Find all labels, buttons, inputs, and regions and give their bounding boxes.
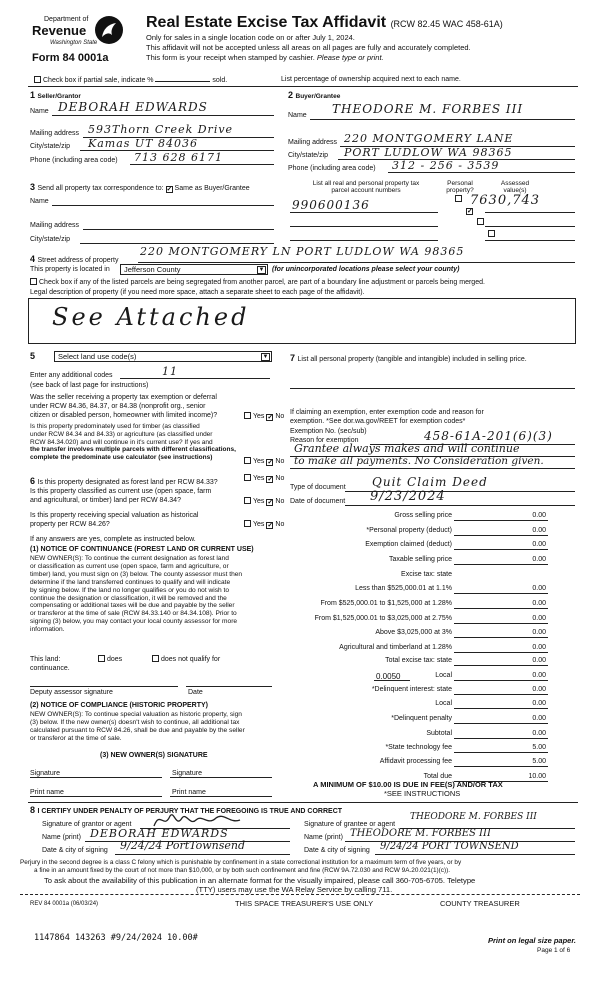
county-note: (for unincorporated locations please select your county) — [272, 266, 460, 273]
grantee-name-label: Name (print) — [304, 834, 343, 841]
q2-yes-checkbox[interactable] — [244, 457, 251, 464]
grantor-date-label: Date & city of signing — [42, 847, 108, 854]
seller-city-label: City/state/zip — [30, 143, 71, 150]
see-back: (see back of last page for instructions) — [30, 382, 149, 389]
corr-city-label: City/state/zip — [30, 236, 71, 243]
grantor-sig-label: Signature of grantor or agent — [42, 821, 132, 828]
q2-no-checkbox[interactable]: ✓ — [267, 459, 274, 466]
notice-2-heading: (2) NOTICE OF COMPLIANCE (HISTORIC PROPERTY) — [30, 702, 208, 709]
segregated-checkbox[interactable] — [30, 278, 37, 285]
exemption-number[interactable]: 458-61A-201(6)(3) — [424, 429, 553, 443]
grantee-print-name[interactable]: THEODORE M. FORBES III — [350, 828, 491, 839]
minimum-note: A MINIMUM OF $10.00 IS DUE IN FEE(S) AND/OR TAX — [313, 780, 503, 789]
calc-value: 0.00 — [532, 541, 546, 548]
calc-label: Subtotal — [426, 730, 452, 737]
grantee-date-city[interactable]: 9/24/24 PORT TOWNSEND — [380, 841, 519, 852]
historic-no-checkbox[interactable]: ✓ — [267, 522, 274, 529]
calc-label: Local — [435, 700, 452, 707]
personal-property-checkbox-3[interactable] — [477, 218, 484, 225]
calc-label: Taxable selling price — [388, 556, 452, 563]
grantee-date-label: Date & city of signing — [304, 847, 370, 854]
logo-state: Washington State — [50, 40, 98, 46]
alt-format-1: To ask about the availability of this publication in an alternate format for the visually impaired, please call 360-705-6705. Teletype — [44, 876, 476, 885]
exemption-no-label: Exemption No. (sec/sub) — [290, 428, 367, 435]
logo-revenue: Revenue — [32, 23, 87, 38]
seller-name[interactable]: DEBORAH EDWARDS — [58, 100, 208, 114]
forest-no-checkbox[interactable]: ✓ — [267, 476, 274, 483]
calc-value: 5.00 — [532, 744, 546, 751]
buyer-name-label: Name — [288, 112, 307, 119]
sig-label-2: Signature — [172, 770, 202, 777]
does-not-checkbox[interactable] — [152, 655, 159, 662]
corr-name-label: Name — [30, 198, 49, 205]
logo — [28, 12, 128, 70]
calc-value: 0.00 — [532, 657, 546, 664]
s6-q1: 6 Is this property designated as forest land per RCW 84.33? — [30, 476, 218, 486]
county-treasurer: COUNTY TREASURER — [440, 899, 520, 908]
logo-dept: Department of — [44, 16, 89, 23]
section-3: 3 Send all property tax correspondence to: ✓ Same as Buyer/Grantee — [30, 182, 250, 193]
personal-property-checkbox-2[interactable]: ✓ — [466, 208, 473, 215]
buyer-phone[interactable]: 312 - 256 - 3539 — [392, 159, 500, 172]
section-7: 7 List all personal property (tangible and intangible) included in selling price. — [290, 353, 527, 363]
located-label: This property is located in — [30, 266, 110, 273]
treasurer-use: THIS SPACE TREASURER'S USE ONLY — [235, 899, 374, 908]
doesnot-option: does not qualify for — [152, 655, 220, 664]
print-label-2: Print name — [172, 789, 206, 796]
s5-q1: Was the seller receiving a property tax exemption or deferral under RCW 84.36, 84.37, or 84.38 (nonprofit org., senior citizen or disabled person, homeowner with limited income)? — [30, 394, 218, 419]
adjust-line: Check box if any of the listed parcels are being segregated from another parcel, are part of a boundary line adjustment or parcels being merged. — [30, 278, 485, 287]
calc-value: 0.00 — [532, 615, 546, 622]
deputy-sig-label: Deputy assessor signature — [30, 689, 113, 696]
calc-value: 0.00 — [532, 527, 546, 534]
perjury-2: a fine in an amount fixed by the court of not more than $10,000, or by both such confinement and fine (RCW 9A.72.030 and RCW 9A.20.021(1)(c)). — [34, 867, 450, 874]
section-5-number: 5 — [30, 351, 36, 361]
header-note-2: This affidavit will not be accepted unless all areas on all pages are fully and accurately completed. — [146, 43, 471, 52]
legal-size-note: Print on legal size paper. — [488, 936, 576, 945]
same-as-buyer-checkbox[interactable]: ✓ — [166, 186, 173, 193]
document-type[interactable]: Quit Claim Deed — [372, 475, 488, 489]
exemption-reason-1[interactable]: Grantee always makes and will continue — [294, 442, 520, 455]
calc-label: From $525,000.01 to $1,525,000 at 1.28% — [320, 600, 452, 607]
seller-city-state-zip[interactable]: Kamas UT 84036 — [88, 137, 199, 150]
addl-codes-label: Enter any additional codes — [30, 372, 113, 379]
if-any-note: If any answers are yes, complete as instructed below. — [30, 536, 196, 543]
calc-label: *Personal property (deduct) — [366, 527, 452, 534]
calc-value: 0.00 — [532, 715, 546, 722]
grantee-signature[interactable]: THEODORE M. FORBES III — [410, 812, 537, 822]
notice-3-heading: (3) NEW OWNER(S) SIGNATURE — [100, 752, 208, 759]
section-1-heading: 1 Seller/Grantor — [30, 90, 81, 100]
seller-phone[interactable]: 713 628 6171 — [134, 151, 223, 164]
form-number: Form 84 0001a — [32, 52, 109, 64]
notice-2-body: NEW OWNER(S): To continue special valuation as historic property, sign (3) below. If the new owner(s) doesn't wish to continue, all additional tax calculated pursuant to RCW 84.26, shall be due and payable by the seller or transferor at the time of sale. — [30, 711, 245, 742]
section-2-heading: 2 Buyer/Grantee — [288, 90, 341, 100]
historic-yes-checkbox[interactable] — [244, 520, 251, 527]
sig-label-1: Signature — [30, 770, 60, 777]
personal-header: Personal property? — [446, 180, 474, 195]
form-title: Real Estate Excise Tax Affidavit (RCW 82.45 WAC 458-61A) — [146, 14, 503, 31]
assessed-value[interactable]: 7630,743 — [470, 193, 541, 208]
continuance-label: continuance. — [30, 665, 70, 672]
doc-type-label: Type of document — [290, 484, 346, 491]
grantor-print-name[interactable]: DEBORAH EDWARDS — [90, 827, 229, 840]
street-address[interactable]: 220 MONTGOMERY LN PORT LUDLOW WA 98365 — [140, 245, 465, 258]
page-number: Page 1 of 6 — [537, 947, 571, 954]
revenue-logo-icon — [94, 15, 124, 45]
addl-codes[interactable]: 11 — [162, 365, 178, 378]
personal-property-checkbox-4[interactable] — [488, 230, 495, 237]
legal-desc-label: Legal description of property (if you need more space, attach a separate sheet to each page of the affidavit). — [30, 289, 365, 296]
print-label-1: Print name — [30, 789, 64, 796]
calc-label: *Delinquent penalty — [391, 715, 452, 722]
notice-1-body: NEW OWNER(S): To continue the current designation as forest land or classification as current use (open space, farm and agriculture, or timber) land, you must sign on (3) below. The county assessor must then determine if the land transferred continues to qualify and will indicate by signing below. If the land no longer qualifies or you do not wish to continue the designation or classification, it will be removed and the compensating or additional taxes will be due and payable by the seller or transferor at the time of sale (RCW 84.33.140 or 84.34.108). Prior to signing (3) below, you may contact your local county assessor for more information. — [30, 555, 243, 634]
seller-mailing-address[interactable]: 593Thorn Creek Drive — [88, 123, 234, 136]
grantor-name-label: Name (print) — [42, 834, 81, 841]
calc-label: Agricultural and timberland at 1.28% — [339, 644, 452, 651]
partial-sale-checkbox[interactable] — [34, 76, 41, 83]
seller-phone-label: Phone (including area code) — [30, 157, 118, 164]
calc-value: 0.00 — [532, 600, 546, 607]
s6-q2: Is this property classified as current use (open space, farm and agricultural, or timber) land per RCW 84.34? — [30, 488, 212, 504]
county-select[interactable]: Jefferson County ▼ — [120, 264, 268, 275]
claim-note: If claiming an exemption, enter exemption code and reason for exemption. *See dor.wa.gov/REET for exemption codes* — [290, 409, 484, 426]
assessed-header: Assessed value(s) — [500, 180, 530, 195]
exemption-reason-2[interactable]: to make all payments. No Consideration given. — [294, 455, 544, 467]
calc-value: 0.00 — [532, 629, 546, 636]
grantor-date-city[interactable]: 9/24/24 PortTownsend — [120, 839, 246, 852]
document-date[interactable]: 9/23/2024 — [370, 489, 446, 504]
corr-mail-label: Mailing address — [30, 222, 80, 229]
notice-1-heading: (1) NOTICE OF CONTINUANCE (FOREST LAND OR CURRENT USE) — [30, 546, 254, 553]
s5-q2-answer: Yes ✓ No — [244, 457, 284, 466]
calc-label: Affidavit processing fee — [379, 758, 452, 765]
partial-sale: Check box if partial sale, indicate % sold. — [34, 76, 227, 85]
buyer-city-state-zip[interactable]: PORT LUDLOW WA 98365 — [344, 146, 513, 159]
rev-number: REV 84 0001a (06/03/24) — [30, 901, 99, 907]
s6-q3-answer: Yes ✓ No — [244, 520, 284, 529]
calc-value: 0.00 — [532, 686, 546, 693]
ownership-note: List percentage of ownership acquired next to each name. — [281, 76, 461, 83]
calc-label: *Delinquent interest: state — [371, 686, 452, 693]
s6-q3: Is this property receiving special valuation as historical property per RCW 84.26? — [30, 512, 199, 528]
calc-label: Less than $525,000.01 at 1.1% — [355, 585, 452, 592]
land-use-select[interactable]: Select land use code(s) ▼ — [54, 351, 272, 362]
calc-value: 10.00 — [528, 773, 546, 780]
calc-value: 0.00 — [532, 700, 546, 707]
recording-stamp: 1147864 143263 #9/24/2024 10.00# — [34, 933, 198, 943]
calc-label: Local — [435, 672, 452, 679]
buyer-mailing-address[interactable]: 220 MONTGOMERY LANE — [344, 132, 514, 145]
buyer-phone-label: Phone (including area code) — [288, 165, 376, 172]
calc-value: 0.00 — [532, 556, 546, 563]
header-note-3: This form is your receipt when stamped by cashier. Please type or print. — [146, 53, 384, 62]
personal-property-checkbox-1[interactable] — [455, 195, 462, 202]
does-option: does — [98, 655, 122, 664]
doc-date-label: Date of document — [290, 498, 346, 505]
chevron-down-icon: ▼ — [262, 354, 269, 360]
parcel-number[interactable]: 990600136 — [292, 198, 370, 212]
forest-yes-checkbox[interactable] — [244, 474, 251, 481]
currentuse-yes-checkbox[interactable] — [244, 497, 251, 504]
s6-q1-answer: Yes ✓ No — [244, 474, 284, 483]
calc-label: Gross selling price — [394, 512, 452, 519]
currentuse-no-checkbox[interactable]: ✓ — [267, 499, 274, 506]
calc-value: 0.00 — [532, 512, 546, 519]
calc-value: 0.00 — [532, 672, 546, 679]
s5-q1-answer: Yes ✓ No — [244, 412, 284, 421]
legal-description: See Attached — [52, 303, 250, 331]
calc-label: Exemption claimed (deduct) — [365, 541, 452, 548]
local-rate: 0.0050 — [376, 672, 401, 681]
calc-value: 0.00 — [532, 730, 546, 737]
grantee-sig-label: Signature of grantee or agent — [304, 821, 396, 828]
calc-value: 0.00 — [532, 585, 546, 592]
header-note-1: Only for sales in a single location code on or after July 1, 2024. — [146, 33, 355, 42]
seller-name-label: Name — [30, 108, 49, 115]
s5-q2: Is this property predominately used for timber (as classified under RCW 84.34 and 84.33) or agriculture (as classified under RCW 84.34.020) and will continue in it's current use? If yes and the transfer involves multiple parcels with different classifications, complete the predominate use calculator (see instructions) — [30, 423, 236, 462]
calc-label: *State technology fee — [385, 744, 452, 751]
see-instructions: *SEE INSTRUCTIONS — [384, 789, 461, 798]
q1-yes-checkbox[interactable] — [244, 412, 251, 419]
calc-value: 0.00 — [532, 644, 546, 651]
cert-heading: 8 I CERTIFY UNDER PENALTY OF PERJURY THAT THE FOREGOING IS TRUE AND CORRECT — [30, 805, 343, 815]
reason-label: Reason for exemption — [290, 437, 359, 444]
buyer-city-label: City/state/zip — [288, 152, 329, 159]
s6-q2-answer: Yes ✓ No — [244, 497, 284, 506]
this-land-label: This land: — [30, 656, 61, 663]
calc-label: Above $3,025,000 at 3% — [375, 629, 452, 636]
perjury-1: Perjury in the second degree is a class C felony which is punishable by confinement in a state correctional institution for a maximum term of five years, or by — [20, 859, 462, 866]
does-checkbox[interactable] — [98, 655, 105, 662]
rcw-reference: (RCW 82.45 WAC 458-61A) — [390, 19, 503, 29]
calc-label: From $1,525,000.01 to $3,025,000 at 2.75% — [314, 615, 452, 622]
calc-label: Total excise tax: state — [385, 657, 452, 664]
chevron-down-icon: ▼ — [258, 267, 265, 273]
q1-no-checkbox[interactable]: ✓ — [267, 414, 274, 421]
buyer-name[interactable]: THEODORE M. FORBES III — [332, 102, 524, 116]
calc-label: Excise tax: state — [401, 571, 452, 578]
buyer-mail-label: Mailing address — [288, 139, 338, 146]
alt-format-2: (TTY) users may use the WA Relay Service by calling 711. — [196, 885, 393, 894]
street-label: 4 Street address of property — [30, 254, 119, 264]
seller-mail-label: Mailing address — [30, 130, 80, 137]
calc-value: 5.00 — [532, 758, 546, 765]
calc-label: Total due — [423, 773, 452, 780]
deputy-date-label: Date — [188, 689, 203, 696]
parcel-header: List all real and personal property tax parcel account numbers — [312, 180, 420, 195]
